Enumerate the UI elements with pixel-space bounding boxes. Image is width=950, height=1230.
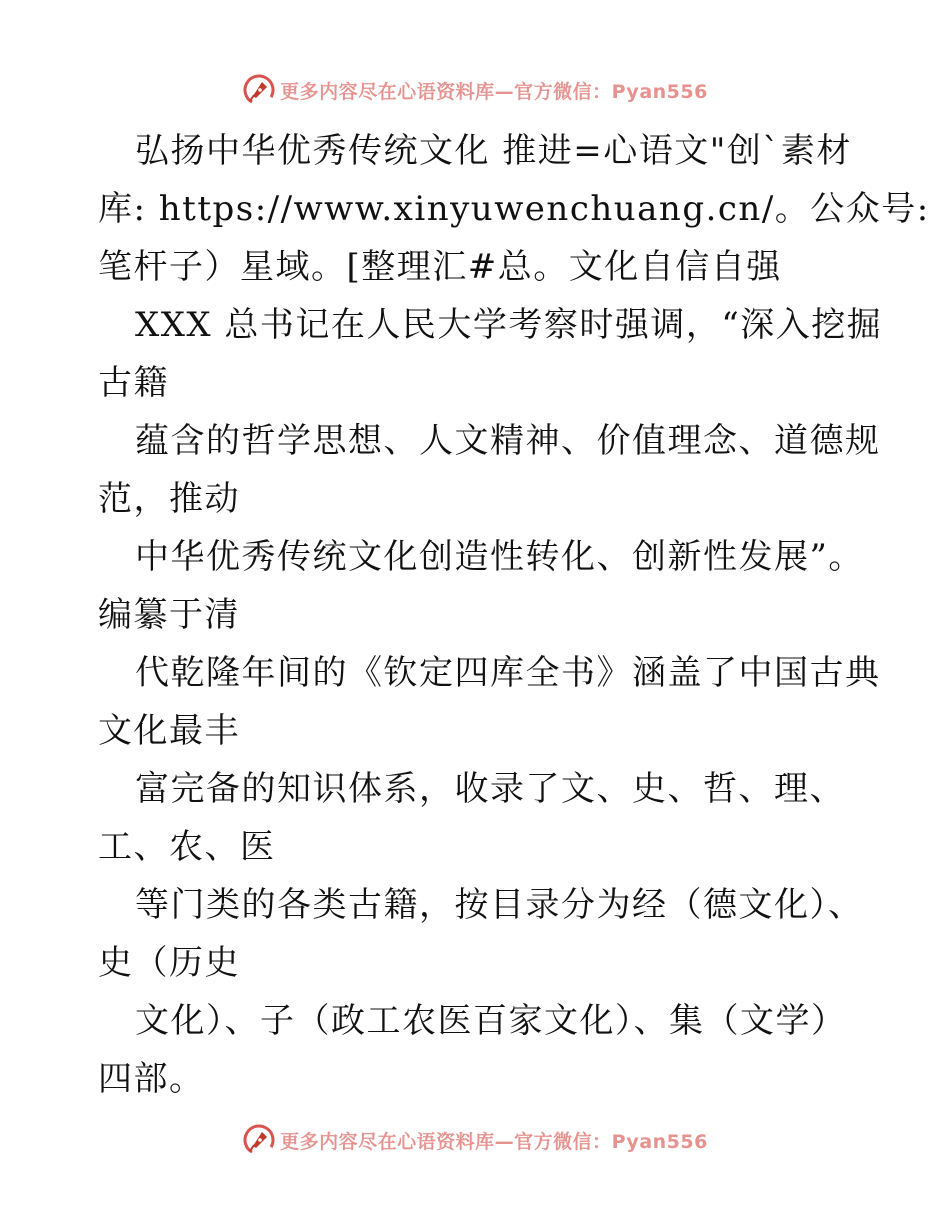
text-line: 文化最丰 [98,711,240,751]
text-line: 中华优秀传统文化创造性转化、创新性发展”。 [135,537,864,577]
pen-nib-logo-icon [242,73,276,107]
text-line: 库: https://www.xinyuwenchuang.cn/。公众号: [98,189,930,229]
watermark-text: 更多内容尽在心语资料库—官方微信：Pyan556 [280,1130,708,1153]
text-line: 蕴含的哲学思想、人文精神、价值理念、道德规 [135,421,881,461]
text-line: 笔杆子）星域。[整理汇#总。文化自信自强 [98,247,782,287]
text-line: 弘扬中华优秀传统文化 推进=心语文"创`素材 [135,131,852,171]
text-line: 范，推动 [98,479,240,519]
document-body [98,122,930,1108]
header-watermark [0,70,950,110]
text-line: 古籍 [98,363,169,403]
text-line: 编纂于清 [98,595,240,635]
text-line: XXX 总书记在人民大学考察时强调，“深入挖掘 [135,305,883,345]
text-line: 富完备的知识体系，收录了文、史、哲、理、 [135,769,845,809]
footer-watermark [0,1120,950,1160]
text-line: 四部。 [98,1059,205,1099]
text-line: 代乾隆年间的《钦定四库全书》涵盖了中国古典 [135,653,881,693]
pen-nib-logo-icon [242,1123,276,1157]
text-line: 工、农、医 [98,827,276,867]
text-line: 等门类的各类古籍，按目录分为经（德文化）、 [135,885,864,925]
text-line: 文化）、子（政工农医百家文化）、集（文学） [135,1001,847,1041]
text-line: 史（历史 [98,943,240,983]
watermark-text: 更多内容尽在心语资料库—官方微信：Pyan556 [280,80,708,103]
